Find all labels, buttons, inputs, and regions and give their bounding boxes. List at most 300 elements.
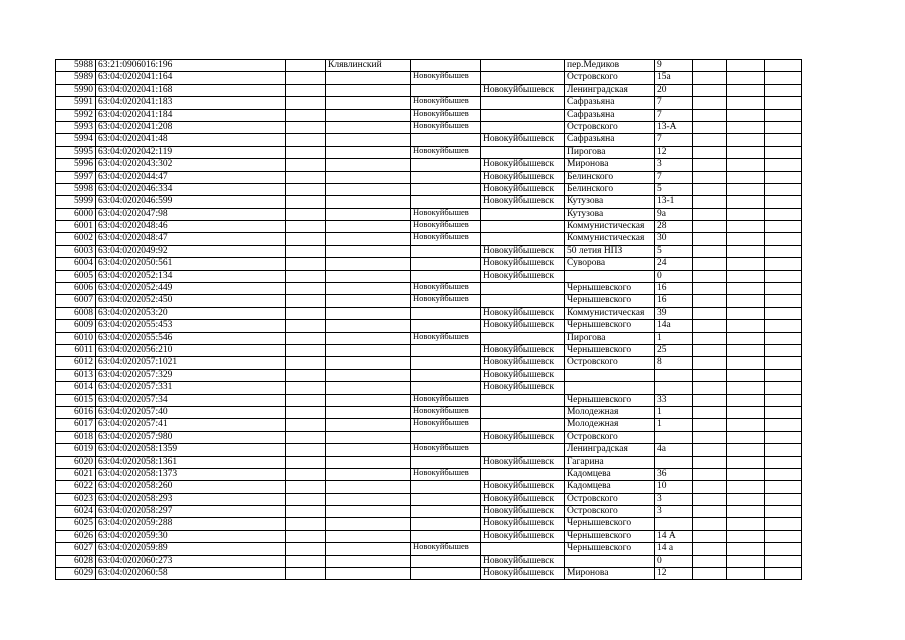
empty-cell bbox=[765, 295, 802, 307]
empty-cell bbox=[765, 394, 802, 406]
empty-cell bbox=[693, 543, 727, 555]
house-cell: 15а bbox=[655, 72, 693, 84]
cadastral-number: 63:04:0202047:98 bbox=[96, 208, 286, 220]
district-cell bbox=[326, 146, 411, 158]
city-cell: Новокуйбышев bbox=[411, 72, 481, 84]
table-row bbox=[56, 320, 802, 332]
district-cell bbox=[326, 481, 411, 493]
district-cell bbox=[326, 406, 411, 418]
empty-cell bbox=[286, 431, 326, 443]
house-cell: 9 bbox=[655, 60, 693, 72]
district-cell bbox=[326, 493, 411, 505]
table-row bbox=[56, 196, 802, 208]
city-full-cell bbox=[481, 295, 565, 307]
city-full-cell: Новокуйбышевск bbox=[481, 159, 565, 171]
empty-cell bbox=[727, 84, 765, 96]
empty-cell bbox=[286, 493, 326, 505]
city-cell bbox=[411, 84, 481, 96]
district-cell bbox=[326, 357, 411, 369]
street-cell: Коммунистическая bbox=[565, 221, 655, 233]
empty-cell bbox=[765, 245, 802, 257]
city-full-cell: Новокуйбышевск bbox=[481, 183, 565, 195]
city-cell bbox=[411, 493, 481, 505]
district-cell bbox=[326, 109, 411, 121]
street-cell: Кутузова bbox=[565, 208, 655, 220]
street-cell: Коммунистическая bbox=[565, 233, 655, 245]
empty-cell bbox=[727, 568, 765, 580]
city-cell: Новокуйбышев bbox=[411, 146, 481, 158]
empty-cell bbox=[727, 258, 765, 270]
district-cell bbox=[326, 518, 411, 530]
street-cell: Островского bbox=[565, 357, 655, 369]
district-cell bbox=[326, 221, 411, 233]
empty-cell bbox=[693, 283, 727, 295]
cadastral-number: 63:04:0202044:47 bbox=[96, 171, 286, 183]
empty-cell bbox=[693, 444, 727, 456]
empty-cell bbox=[727, 369, 765, 381]
empty-cell bbox=[693, 394, 727, 406]
house-cell: 16 bbox=[655, 283, 693, 295]
empty-cell bbox=[286, 245, 326, 257]
empty-cell bbox=[727, 382, 765, 394]
city-cell bbox=[411, 518, 481, 530]
empty-cell bbox=[727, 468, 765, 480]
city-full-cell: Новокуйбышевск bbox=[481, 258, 565, 270]
street-cell: Островского bbox=[565, 431, 655, 443]
cadastral-number: 63:04:0202041:208 bbox=[96, 121, 286, 133]
empty-cell bbox=[765, 369, 802, 381]
street-cell bbox=[565, 382, 655, 394]
empty-cell bbox=[286, 506, 326, 518]
row-number: 5999 bbox=[56, 196, 96, 208]
house-cell: 12 bbox=[655, 568, 693, 580]
city-cell: Новокуйбышев bbox=[411, 406, 481, 418]
district-cell bbox=[326, 344, 411, 356]
city-full-cell bbox=[481, 394, 565, 406]
house-cell: 7 bbox=[655, 134, 693, 146]
district-cell bbox=[326, 307, 411, 319]
table-row bbox=[56, 518, 802, 530]
street-cell: Кадомцева bbox=[565, 481, 655, 493]
empty-cell bbox=[727, 72, 765, 84]
cadastral-number: 63:04:0202057:1021 bbox=[96, 357, 286, 369]
empty-cell bbox=[765, 208, 802, 220]
empty-cell bbox=[693, 121, 727, 133]
city-full-cell bbox=[481, 543, 565, 555]
street-cell bbox=[565, 270, 655, 282]
table-row bbox=[56, 183, 802, 195]
empty-cell bbox=[693, 245, 727, 257]
district-cell bbox=[326, 506, 411, 518]
empty-cell bbox=[727, 493, 765, 505]
city-cell: Новокуйбышев bbox=[411, 121, 481, 133]
row-number: 6004 bbox=[56, 258, 96, 270]
city-full-cell bbox=[481, 468, 565, 480]
city-full-cell bbox=[481, 72, 565, 84]
street-cell: Чернышевского bbox=[565, 530, 655, 542]
street-cell: Молодежная bbox=[565, 419, 655, 431]
row-number: 6005 bbox=[56, 270, 96, 282]
row-number: 6024 bbox=[56, 506, 96, 518]
row-number: 6009 bbox=[56, 320, 96, 332]
empty-cell bbox=[765, 60, 802, 72]
table-row bbox=[56, 84, 802, 96]
empty-cell bbox=[693, 295, 727, 307]
empty-cell bbox=[693, 456, 727, 468]
empty-cell bbox=[727, 394, 765, 406]
house-cell: 5 bbox=[655, 245, 693, 257]
empty-cell bbox=[765, 171, 802, 183]
city-full-cell: Новокуйбышевск bbox=[481, 481, 565, 493]
empty-cell bbox=[286, 307, 326, 319]
empty-cell bbox=[765, 419, 802, 431]
cadastral-number: 63:04:0202060:58 bbox=[96, 568, 286, 580]
street-cell: Сафразьяна bbox=[565, 134, 655, 146]
street-cell: Чернышевского bbox=[565, 295, 655, 307]
empty-cell bbox=[727, 481, 765, 493]
row-number: 6020 bbox=[56, 456, 96, 468]
empty-cell bbox=[693, 72, 727, 84]
house-cell: 36 bbox=[655, 468, 693, 480]
empty-cell bbox=[727, 283, 765, 295]
table-row bbox=[56, 468, 802, 480]
cadastral-number: 63:04:0202049:92 bbox=[96, 245, 286, 257]
empty-cell bbox=[286, 543, 326, 555]
cadastral-number: 63:04:0202056:210 bbox=[96, 344, 286, 356]
street-cell: Островского bbox=[565, 493, 655, 505]
empty-cell bbox=[727, 121, 765, 133]
table-row bbox=[56, 568, 802, 580]
table-row bbox=[56, 72, 802, 84]
table-row bbox=[56, 530, 802, 542]
row-number: 6027 bbox=[56, 543, 96, 555]
empty-cell bbox=[286, 456, 326, 468]
street-cell: Чернышевского bbox=[565, 394, 655, 406]
cadastral-number: 63:04:0202046:334 bbox=[96, 183, 286, 195]
empty-cell bbox=[727, 555, 765, 567]
city-full-cell: Новокуйбышевск bbox=[481, 307, 565, 319]
row-number: 6001 bbox=[56, 221, 96, 233]
table-row bbox=[56, 146, 802, 158]
cadastral-number: 63:04:0202058:297 bbox=[96, 506, 286, 518]
table-row bbox=[56, 506, 802, 518]
district-cell bbox=[326, 233, 411, 245]
city-cell bbox=[411, 369, 481, 381]
empty-cell bbox=[765, 270, 802, 282]
street-cell: Миронова bbox=[565, 568, 655, 580]
table-row bbox=[56, 221, 802, 233]
empty-cell bbox=[693, 109, 727, 121]
empty-cell bbox=[765, 72, 802, 84]
table-row bbox=[56, 419, 802, 431]
district-cell bbox=[326, 134, 411, 146]
house-cell: 30 bbox=[655, 233, 693, 245]
cadastral-number: 63:04:0202057:41 bbox=[96, 419, 286, 431]
row-number: 6008 bbox=[56, 307, 96, 319]
street-cell: Островского bbox=[565, 121, 655, 133]
empty-cell bbox=[727, 208, 765, 220]
cadastral-number: 63:04:0202041:183 bbox=[96, 97, 286, 109]
city-cell: Новокуйбышев bbox=[411, 394, 481, 406]
table-row bbox=[56, 344, 802, 356]
empty-cell bbox=[286, 159, 326, 171]
house-cell: 25 bbox=[655, 344, 693, 356]
district-cell bbox=[326, 97, 411, 109]
row-number: 6000 bbox=[56, 208, 96, 220]
table-row bbox=[56, 481, 802, 493]
cadastral-number: 63:04:0202059:288 bbox=[96, 518, 286, 530]
street-cell: Пирогова bbox=[565, 146, 655, 158]
empty-cell bbox=[286, 320, 326, 332]
empty-cell bbox=[693, 481, 727, 493]
empty-cell bbox=[286, 109, 326, 121]
house-cell: 10 bbox=[655, 481, 693, 493]
row-number: 6013 bbox=[56, 369, 96, 381]
city-full-cell: Новокуйбышевск bbox=[481, 493, 565, 505]
street-cell: Ленинградская bbox=[565, 444, 655, 456]
district-cell bbox=[326, 382, 411, 394]
empty-cell bbox=[693, 233, 727, 245]
empty-cell bbox=[765, 431, 802, 443]
city-cell bbox=[411, 555, 481, 567]
row-number: 6014 bbox=[56, 382, 96, 394]
district-cell bbox=[326, 171, 411, 183]
empty-cell bbox=[765, 109, 802, 121]
row-number: 6023 bbox=[56, 493, 96, 505]
table-row bbox=[56, 394, 802, 406]
empty-cell bbox=[765, 97, 802, 109]
city-full-cell bbox=[481, 233, 565, 245]
empty-cell bbox=[693, 97, 727, 109]
street-cell: Коммунистическая bbox=[565, 307, 655, 319]
empty-cell bbox=[727, 344, 765, 356]
empty-cell bbox=[693, 270, 727, 282]
district-cell bbox=[326, 295, 411, 307]
table-row bbox=[56, 60, 802, 72]
district-cell bbox=[326, 121, 411, 133]
empty-cell bbox=[286, 357, 326, 369]
empty-cell bbox=[727, 332, 765, 344]
empty-cell bbox=[286, 72, 326, 84]
street-cell: 50 летия НПЗ bbox=[565, 245, 655, 257]
city-cell: Новокуйбышев bbox=[411, 295, 481, 307]
district-cell bbox=[326, 72, 411, 84]
row-number: 6029 bbox=[56, 568, 96, 580]
empty-cell bbox=[693, 468, 727, 480]
city-full-cell bbox=[481, 146, 565, 158]
city-cell: Новокуйбышев bbox=[411, 109, 481, 121]
empty-cell bbox=[693, 332, 727, 344]
empty-cell bbox=[286, 208, 326, 220]
city-full-cell: Новокуйбышевск bbox=[481, 369, 565, 381]
row-number: 6016 bbox=[56, 406, 96, 418]
table-row bbox=[56, 270, 802, 282]
row-number: 5994 bbox=[56, 134, 96, 146]
city-cell: Новокуйбышев bbox=[411, 283, 481, 295]
table-row bbox=[56, 295, 802, 307]
house-cell: 1 bbox=[655, 419, 693, 431]
empty-cell bbox=[765, 468, 802, 480]
empty-cell bbox=[286, 270, 326, 282]
empty-cell bbox=[765, 159, 802, 171]
district-cell bbox=[326, 555, 411, 567]
row-number: 5988 bbox=[56, 60, 96, 72]
table-row bbox=[56, 233, 802, 245]
cadastral-number: 63:04:0202057:329 bbox=[96, 369, 286, 381]
city-full-cell bbox=[481, 121, 565, 133]
row-number: 5992 bbox=[56, 109, 96, 121]
street-cell bbox=[565, 369, 655, 381]
empty-cell bbox=[286, 394, 326, 406]
district-cell bbox=[326, 543, 411, 555]
empty-cell bbox=[693, 357, 727, 369]
empty-cell bbox=[693, 518, 727, 530]
house-cell: 9а bbox=[655, 208, 693, 220]
city-full-cell: Новокуйбышевск bbox=[481, 456, 565, 468]
city-full-cell: Новокуйбышевск bbox=[481, 245, 565, 257]
table-row bbox=[56, 357, 802, 369]
empty-cell bbox=[693, 568, 727, 580]
street-cell: Островского bbox=[565, 72, 655, 84]
city-cell bbox=[411, 456, 481, 468]
city-cell: Новокуйбышев bbox=[411, 543, 481, 555]
empty-cell bbox=[286, 369, 326, 381]
cadastral-number: 63:04:0202052:450 bbox=[96, 295, 286, 307]
empty-cell bbox=[693, 493, 727, 505]
empty-cell bbox=[286, 196, 326, 208]
city-cell bbox=[411, 530, 481, 542]
city-cell bbox=[411, 431, 481, 443]
empty-cell bbox=[693, 159, 727, 171]
table-row bbox=[56, 121, 802, 133]
table-row bbox=[56, 134, 802, 146]
district-cell bbox=[326, 444, 411, 456]
row-number: 6007 bbox=[56, 295, 96, 307]
empty-cell bbox=[765, 493, 802, 505]
empty-cell bbox=[286, 146, 326, 158]
empty-cell bbox=[765, 332, 802, 344]
district-cell bbox=[326, 196, 411, 208]
city-full-cell bbox=[481, 419, 565, 431]
empty-cell bbox=[727, 431, 765, 443]
empty-cell bbox=[693, 344, 727, 356]
district-cell bbox=[326, 530, 411, 542]
cadastral-number: 63:04:0202042:119 bbox=[96, 146, 286, 158]
street-cell: Молодежная bbox=[565, 406, 655, 418]
empty-cell bbox=[765, 555, 802, 567]
city-full-cell: Новокуйбышевск bbox=[481, 568, 565, 580]
empty-cell bbox=[727, 270, 765, 282]
house-cell: 14 А bbox=[655, 530, 693, 542]
empty-cell bbox=[765, 307, 802, 319]
empty-cell bbox=[286, 382, 326, 394]
cadastral-number: 63:04:0202041:168 bbox=[96, 84, 286, 96]
house-cell: 14 а bbox=[655, 543, 693, 555]
table-row bbox=[56, 444, 802, 456]
empty-cell bbox=[693, 146, 727, 158]
empty-cell bbox=[765, 568, 802, 580]
empty-cell bbox=[693, 307, 727, 319]
city-full-cell: Новокуйбышевск bbox=[481, 518, 565, 530]
empty-cell bbox=[727, 456, 765, 468]
table-row bbox=[56, 171, 802, 183]
city-full-cell: Новокуйбышевск bbox=[481, 270, 565, 282]
cadastral-number: 63:04:0202052:134 bbox=[96, 270, 286, 282]
street-cell: Чернышевского bbox=[565, 518, 655, 530]
house-cell: 14а bbox=[655, 320, 693, 332]
row-number: 6017 bbox=[56, 419, 96, 431]
city-cell bbox=[411, 245, 481, 257]
house-cell: 33 bbox=[655, 394, 693, 406]
empty-cell bbox=[286, 171, 326, 183]
empty-cell bbox=[693, 382, 727, 394]
table-row bbox=[56, 245, 802, 257]
empty-cell bbox=[765, 221, 802, 233]
empty-cell bbox=[765, 481, 802, 493]
table-row bbox=[56, 456, 802, 468]
table-row bbox=[56, 159, 802, 171]
cadastral-number: 63:04:0202058:293 bbox=[96, 493, 286, 505]
house-cell: 7 bbox=[655, 97, 693, 109]
cadastral-number: 63:04:0202057:331 bbox=[96, 382, 286, 394]
empty-cell bbox=[286, 258, 326, 270]
empty-cell bbox=[286, 406, 326, 418]
city-full-cell: Новокуйбышевск bbox=[481, 196, 565, 208]
city-full-cell: Новокуйбышевск bbox=[481, 357, 565, 369]
district-cell bbox=[326, 394, 411, 406]
house-cell: 3 bbox=[655, 506, 693, 518]
house-cell: 1 bbox=[655, 332, 693, 344]
street-cell: Кутузова bbox=[565, 196, 655, 208]
table-row bbox=[56, 258, 802, 270]
house-cell: 20 bbox=[655, 84, 693, 96]
house-cell bbox=[655, 369, 693, 381]
row-number: 6022 bbox=[56, 481, 96, 493]
empty-cell bbox=[693, 196, 727, 208]
city-full-cell: Новокуйбышевск bbox=[481, 84, 565, 96]
city-cell bbox=[411, 320, 481, 332]
street-cell: Чернышевского bbox=[565, 283, 655, 295]
row-number: 6015 bbox=[56, 394, 96, 406]
street-cell: Островского bbox=[565, 506, 655, 518]
city-full-cell: Новокуйбышевск bbox=[481, 320, 565, 332]
district-cell bbox=[326, 270, 411, 282]
city-cell bbox=[411, 382, 481, 394]
empty-cell bbox=[286, 468, 326, 480]
table-row bbox=[56, 543, 802, 555]
city-cell: Новокуйбышев bbox=[411, 468, 481, 480]
district-cell bbox=[326, 419, 411, 431]
district-cell bbox=[326, 320, 411, 332]
city-cell bbox=[411, 344, 481, 356]
empty-cell bbox=[286, 283, 326, 295]
cadastral-number: 63:04:0202058:1373 bbox=[96, 468, 286, 480]
empty-cell bbox=[693, 208, 727, 220]
city-full-cell bbox=[481, 332, 565, 344]
empty-cell bbox=[727, 221, 765, 233]
city-full-cell bbox=[481, 283, 565, 295]
row-number: 6003 bbox=[56, 245, 96, 257]
city-cell: Новокуйбышев bbox=[411, 208, 481, 220]
cadastral-number: 63:04:0202057:34 bbox=[96, 394, 286, 406]
cadastral-number: 63:04:0202055:453 bbox=[96, 320, 286, 332]
street-cell: Сафразьяна bbox=[565, 109, 655, 121]
empty-cell bbox=[727, 530, 765, 542]
table-row bbox=[56, 406, 802, 418]
empty-cell bbox=[286, 530, 326, 542]
cadastral-number: 63:21:0906016:196 bbox=[96, 60, 286, 72]
house-cell: 7 bbox=[655, 109, 693, 121]
